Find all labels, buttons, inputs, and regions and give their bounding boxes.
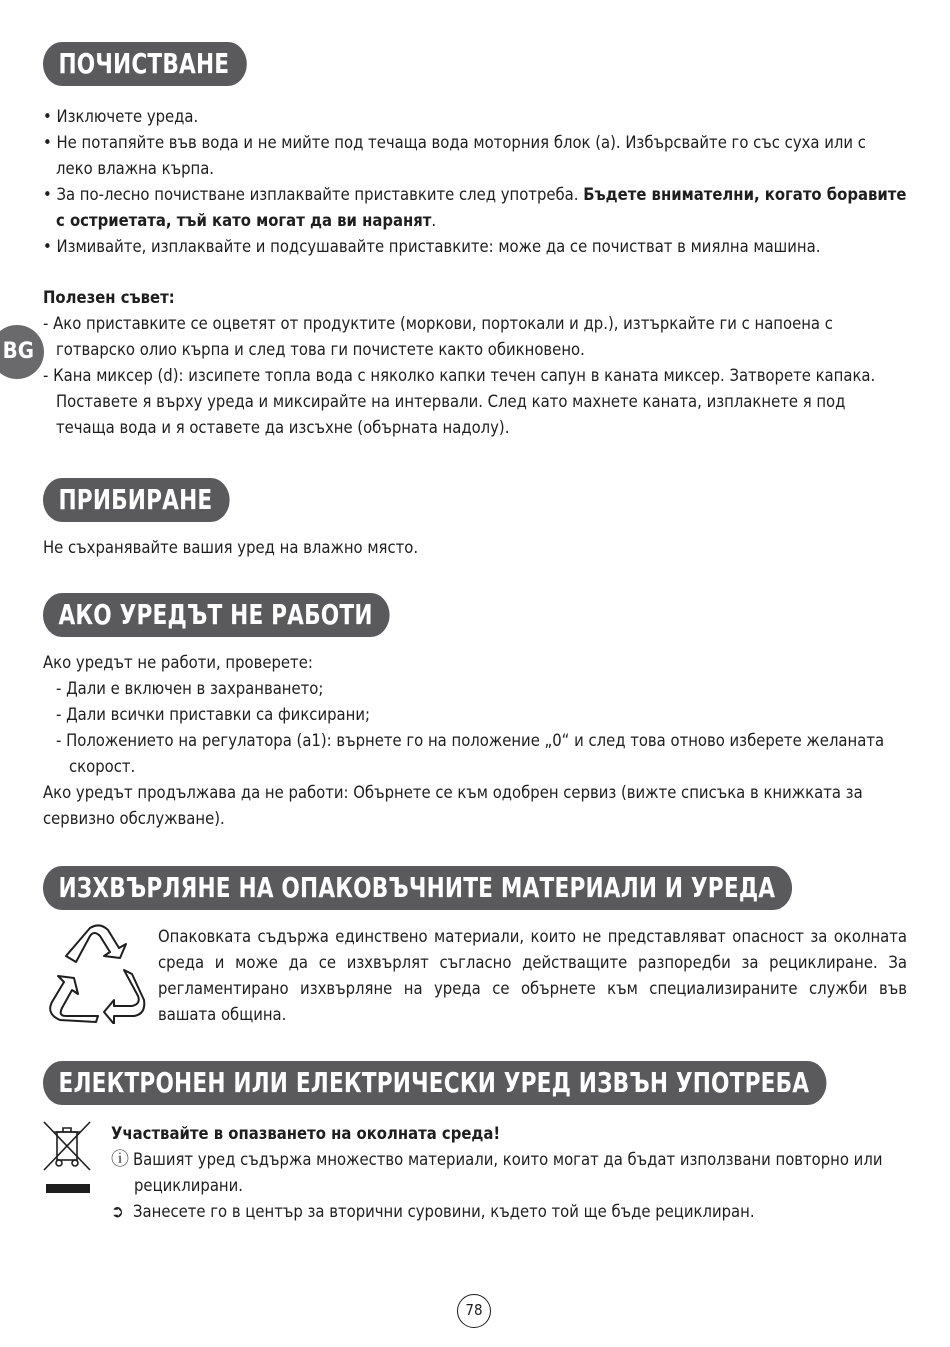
weee-text — [111, 1121, 911, 1225]
crossed-bin-icon — [42, 1120, 94, 1196]
language-tab: BG — [0, 325, 44, 379]
troubleshooting-outro: Ако уредът продължава да не работи: Обърнете се към одобрен сервиз (вижте списъка в книжката за сервизно обслужване). — [43, 783, 863, 828]
storage-text: Не съхранявайте вашия уред на влажно място. — [43, 538, 419, 557]
recycle-icon — [40, 924, 146, 1024]
cleaning-tips — [43, 285, 907, 441]
bullet-text: • Не потапяйте във вода и не мийте под течаща вода моторния блок (a). Избърсвайте го със суха или с леко влажна кърпа. — [43, 133, 866, 178]
bullet-text-start: • За по-лесно почистване изплаквайте приставките след употреба. — [43, 185, 584, 204]
weee-action-text: Занесете го в център за вторични суровини, където той ще бъде рециклиран. — [133, 1202, 755, 1221]
bullet-text-end: . — [431, 211, 437, 230]
info-icon: ⓘ — [111, 1149, 129, 1170]
page-number: 78 — [457, 1294, 491, 1328]
section-title-storage: ПРИБИРАНЕ — [43, 478, 230, 522]
troubleshooting-text — [43, 650, 907, 832]
tip-text: - Кана миксер (d): изсипете топла вода с няколко капки течен сапун в каната миксер. Затворете капака. Поставете я върху уреда и миксирайте на интервали. След като махнете каната, изплакнете я под течаща вода и я оставете да изсъхне (обърната надолу). — [43, 366, 876, 437]
weee-info — [111, 1147, 911, 1199]
disposal-text: Опаковката съдържа единствено материали, които не представляват опасност за околната среда и може да се изхвърлят съгласно действащите разпоредби за рециклиране. За регламентирано изхвърляне на уреда се обърнете към специализираните служби във вашата община. — [158, 927, 907, 1024]
tip-text: - Ако приставките се оцветят от продуктите (моркови, портокали и др.), изтъркайте ги с напоена с готварско олио кърпа и след това ги почистете както обикновено. — [43, 314, 833, 359]
section-title-disposal: ИЗХВЪРЛЯНЕ НА ОПАКОВЪЧНИТЕ МАТЕРИАЛИ И УРЕДА — [43, 866, 792, 910]
cleaning-bullets — [43, 104, 907, 260]
bullet-text — [43, 182, 907, 234]
warning-text: Бъдете внимателни, когато боравите с остриетата, тъй като могат да ви наранят — [56, 185, 907, 230]
tip-heading: Полезен съвет: — [43, 288, 175, 307]
section-title-weee: ЕЛЕКТРОНЕН ИЛИ ЕЛЕКТРИЧЕСКИ УРЕД ИЗВЪН УПОТРЕБА — [43, 1061, 826, 1105]
bullet-text: • Изключете уреда. — [43, 107, 199, 126]
check-item: - Дали всички приставки са фиксирани; — [56, 705, 370, 724]
weee-info-text: Вашият уред съдържа множество материали, които могат да бъдат използвани повторно или рециклирани. — [133, 1150, 883, 1195]
bullet-text: • Измивайте, изплаквайте и подсушавайте приставките: може да се почистват в миялна машина. — [43, 237, 821, 256]
section-title-cleaning: ПОЧИСТВАНЕ — [43, 42, 246, 86]
troubleshooting-intro: Ако уредът не работи, проверете: — [43, 653, 313, 672]
weee-action — [111, 1199, 911, 1225]
check-item: - Положението на регулатора (a1): върнете го на положение „0“ и след това отново изберете желаната скорост. — [56, 731, 885, 776]
weee-heading: Участвайте в опазването на околната среда! — [111, 1124, 501, 1143]
section-title-troubleshooting: АКО УРЕДЪТ НЕ РАБОТИ — [43, 593, 390, 637]
check-item: - Дали е включен в захранването; — [56, 679, 324, 698]
arrow-circle-icon: ➲ — [111, 1202, 124, 1222]
